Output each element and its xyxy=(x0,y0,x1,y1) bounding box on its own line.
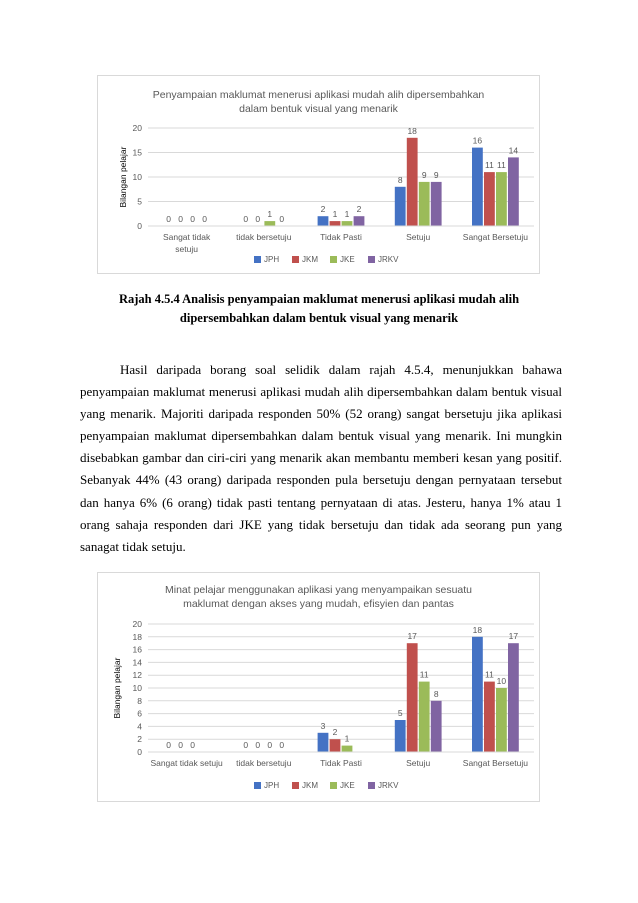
chart-1-data-label: 0 xyxy=(243,214,249,224)
chart-1-data-label: 1 xyxy=(344,209,350,220)
chart-2-y-tick-label: 16 xyxy=(132,644,142,655)
chart-2-bar-jph xyxy=(395,720,406,752)
chart-1-data-label: 1 xyxy=(267,209,273,220)
chart-1-data-label: 2 xyxy=(320,204,326,215)
chart-1-data-label: 11 xyxy=(496,160,506,171)
chart-1-data-label: 8 xyxy=(397,174,403,185)
chart-1-data-label: 2 xyxy=(356,204,362,215)
chart-1-data-label: 16 xyxy=(472,135,483,146)
chart-1-bar-jrkv xyxy=(354,216,365,226)
chart-2-bar-jke xyxy=(496,688,507,752)
chart-1-data-label: 11 xyxy=(484,160,494,171)
chart-2-legend-swatch-jke xyxy=(330,782,337,789)
chart-2-data-label: 0 xyxy=(267,740,273,750)
chart-2-x-tick-label: Sangat tidak setuju xyxy=(150,758,223,768)
chart-2-y-tick-label: 14 xyxy=(132,657,142,668)
chart-1-x-tick-label: Tidak Pasti xyxy=(320,232,362,242)
chart-2-data-label: 2 xyxy=(332,727,338,738)
chart-2-bar-jph xyxy=(472,637,483,752)
chart-1-bar-jrkv xyxy=(508,157,519,226)
chart-2-legend-swatch-jkm xyxy=(292,782,299,789)
chart-2-bar-jkm xyxy=(484,682,495,752)
chart-2-bar-jrkv xyxy=(431,701,442,752)
chart-2-legend-swatch-jph xyxy=(254,782,261,789)
chart-2-y-tick-label: 10 xyxy=(132,683,142,693)
chart-1-data-label: 0 xyxy=(178,214,183,224)
chart-2-y-tick-label: 0 xyxy=(137,747,142,757)
chart-2-y-tick-label: 2 xyxy=(137,734,142,745)
chart-2-data-label: 0 xyxy=(166,740,171,750)
chart-2-data-label: 8 xyxy=(433,688,439,699)
chart-2-y-tick-label: 18 xyxy=(132,631,142,642)
chart-1-bar-jph xyxy=(318,216,329,226)
chart-1-data-label: 0 xyxy=(166,214,171,224)
chart-2-x-tick-label: tidak bersetuju xyxy=(236,758,292,768)
chart-1-title xyxy=(98,88,539,116)
chart-2-bar-jph xyxy=(318,733,329,752)
chart-1-data-label: 0 xyxy=(255,214,261,224)
chart-1-data-label: 9 xyxy=(433,169,439,180)
caption-line-1: Rajah 4.5.4 Analisis penyampaian maklumat menerusi aplikasi mudah alih xyxy=(118,292,520,306)
chart-2-y-tick-label: 4 xyxy=(137,721,142,732)
chart-2-data-label: 11 xyxy=(484,669,494,680)
chart-1-data-label: 18 xyxy=(407,125,417,136)
chart-1-bar-jke xyxy=(342,221,353,226)
chart-1-title-line-2: dalam bentuk visual yang menarik xyxy=(239,103,398,115)
chart-1-bar-jkm xyxy=(330,221,341,226)
chart-2-y-tick-label: 12 xyxy=(132,670,142,681)
chart-2-bar-jkm xyxy=(407,643,418,752)
chart-2-data-label: 10 xyxy=(496,676,507,686)
chart-1-bar-jke xyxy=(419,182,430,226)
chart-1-legend-label-jph: JPH xyxy=(264,255,280,264)
chart-2-title xyxy=(98,583,539,611)
chart-2-data-label: 17 xyxy=(407,631,417,642)
chart-2-data-label: 17 xyxy=(508,631,519,642)
chart-2-y-tick-label: 8 xyxy=(137,695,142,706)
chart-2-data-label: 0 xyxy=(178,740,183,750)
paragraph-text: Hasil daripada borang soal selidik dalam rajah 4.5.4, menunjukkan bahawa penyampaian maklumat menerusi aplikasi mudah alih dipersembahkan dalam bentuk visual yang menarik. Majoriti daripada responden 50% (52 orang) sangat bersetuju jika aplikasi penyampaian maklumat dipersembahkan dalam bentuk visual yang menarik. Ini mungkin disebabkan gambar dan ciri-ciri yang menarik akan membantu memberi kesan yang positif. Sebanyak 44% (43 orang) daripada responden pula bersetuju dengan pernyataan tersebut dan hanya 6% (6 orang) tidak pasti tentang pernyataan di atas. Jesteru, hanya 1% atau 1 orang sahaja responden dari JKE yang tidak bersetuju dan tidak ada seorang pun yang sanagat tidak setuju. xyxy=(80,362,562,554)
chart-2-data-label: 3 xyxy=(320,720,326,731)
caption-line-2: dipersembahkan dalam bentuk visual yang menarik xyxy=(179,311,459,325)
chart-1-y-tick-label: 20 xyxy=(132,123,142,133)
chart-1-data-label: 0 xyxy=(279,214,285,224)
chart-2-y-tick-label: 20 xyxy=(132,619,142,629)
chart-2-bar-jrkv xyxy=(508,643,519,752)
chart-2-legend-label-jph: JPH xyxy=(264,781,280,790)
chart-2-bar-jkm xyxy=(330,739,341,752)
chart-2-x-tick-label: Sangat Bersetuju xyxy=(462,758,529,768)
chart-2-y-axis-title: Bilangan pelajar xyxy=(112,657,122,719)
chart-2-bar-jke xyxy=(342,746,353,752)
chart-2-data-label: 18 xyxy=(472,624,483,635)
chart-1-data-label: 1 xyxy=(332,209,338,220)
chart-1-data-label: 9 xyxy=(421,169,427,180)
chart-2-title-line-1: Minat pelajar menggunakan aplikasi yang menyampaikan sesuatu xyxy=(164,584,473,596)
chart-2-data-label: 11 xyxy=(419,669,429,680)
chart-1-legend-label-jrkv: JRKV xyxy=(378,255,399,264)
chart-2-legend-label-jkm: JKM xyxy=(302,781,318,790)
chart-1-y-tick-label: 15 xyxy=(132,147,142,158)
body-paragraph xyxy=(80,359,562,558)
chart-1-title-line-1: Penyampaian maklumat menerusi aplikasi mudah alih dipersembahkan xyxy=(152,89,485,101)
chart-1-bar-jke xyxy=(264,221,275,226)
chart-1-data-label: 0 xyxy=(190,214,195,224)
chart-2-data-label: 1 xyxy=(344,733,350,744)
chart-2-title-line-2: maklumat dengan akses yang mudah, efisyien dan pantas xyxy=(183,598,454,610)
chart-1-bar-jph xyxy=(395,187,406,226)
chart-1-frame xyxy=(97,75,540,274)
chart-1-y-tick-label: 10 xyxy=(132,172,142,182)
chart-1-legend-swatch-jph xyxy=(254,256,261,263)
chart-2-data-label: 0 xyxy=(255,740,261,750)
chart-1-legend-label-jkm: JKM xyxy=(302,255,318,264)
chart-1-y-tick-label: 5 xyxy=(137,196,142,207)
chart-1-x-tick-label: Sangat Bersetuju xyxy=(462,232,529,242)
chart-2-legend-swatch-jrkv xyxy=(368,782,375,789)
chart-1-data-label: 0 xyxy=(202,214,207,224)
chart-1-legend-label-jke: JKE xyxy=(340,255,355,264)
chart-1-bar-jkm xyxy=(484,172,495,226)
chart-1-bar-jph xyxy=(472,148,483,226)
chart-1-bar-jrkv xyxy=(431,182,442,226)
chart-2-data-label: 0 xyxy=(279,740,285,750)
chart-1-y-axis-title: Bilangan pelajar xyxy=(118,146,128,208)
chart-2-x-tick-label: Tidak Pasti xyxy=(320,758,362,768)
chart-1-legend-swatch-jkm xyxy=(292,256,299,263)
chart-2-legend-label-jrkv: JRKV xyxy=(378,781,399,790)
chart-1-x-tick-label: Setuju xyxy=(406,232,431,242)
chart-1-y-tick-label: 0 xyxy=(137,221,142,231)
figure-caption xyxy=(0,290,638,328)
chart-2-x-tick-label: Setuju xyxy=(406,758,431,768)
chart-2-y-tick-label: 6 xyxy=(137,708,142,719)
chart-1-data-label: 14 xyxy=(508,145,519,156)
chart-1-x-tick-label: Sangat tidak xyxy=(162,232,211,242)
chart-2-frame xyxy=(97,572,540,802)
chart-2-legend-label-jke: JKE xyxy=(340,781,355,790)
chart-1-x-tick-label: tidak bersetuju xyxy=(236,232,292,242)
chart-2-data-label: 0 xyxy=(190,740,195,750)
chart-2-data-label: 5 xyxy=(397,708,403,718)
chart-1-legend-swatch-jke xyxy=(330,256,337,263)
chart-2-bar-jke xyxy=(419,682,430,752)
chart-2-data-label: 0 xyxy=(243,740,249,750)
chart-1-x-tick-label: setuju xyxy=(175,244,198,254)
chart-1-bar-jke xyxy=(496,172,507,226)
chart-1-bar-jkm xyxy=(407,138,418,226)
chart-1-legend-swatch-jrkv xyxy=(368,256,375,263)
